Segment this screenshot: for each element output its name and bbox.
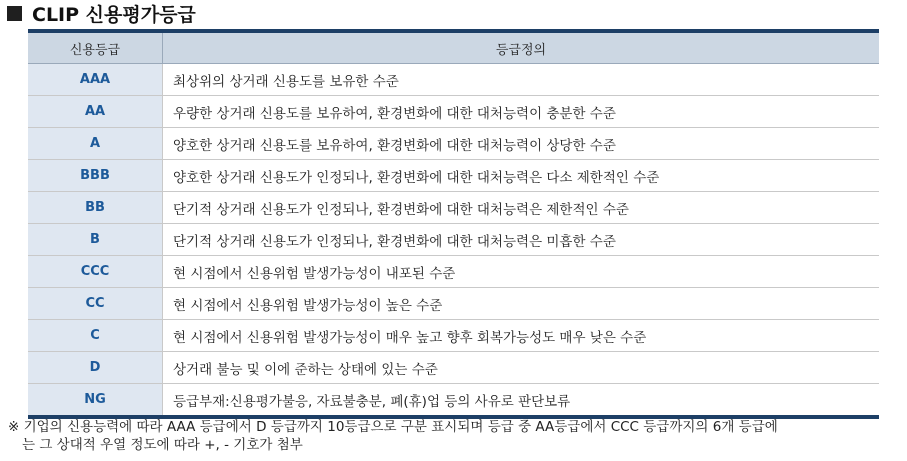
definition-cell: 우량한 상거래 신용도를 보유하여, 환경변화에 대한 대처능력이 충분한 수준 xyxy=(163,96,880,128)
grade-cell: B xyxy=(28,224,163,256)
table-row xyxy=(28,384,879,416)
definition-cell: 최상위의 상거래 신용도를 보유한 수준 xyxy=(163,64,880,96)
title-text: CLIP 신용평가등급 xyxy=(32,3,196,26)
grade-cell: CCC xyxy=(28,256,163,288)
grade-cell: C xyxy=(28,320,163,352)
table-row xyxy=(28,352,879,384)
definition-cell: 상거래 불능 및 이에 준하는 상태에 있는 수준 xyxy=(163,352,880,384)
grade-cell: A xyxy=(28,128,163,160)
grade-cell: D xyxy=(28,352,163,384)
title-square-icon xyxy=(7,6,22,21)
definition-cell: 단기적 상거래 신용도가 인정되나, 환경변화에 대한 대처능력은 미흡한 수준 xyxy=(163,224,880,256)
grade-cell: AAA xyxy=(28,64,163,96)
definition-cell: 현 시점에서 신용위험 발생가능성이 높은 수준 xyxy=(163,288,880,320)
grade-cell: BBB xyxy=(28,160,163,192)
table-row xyxy=(28,320,879,352)
table-row xyxy=(28,128,879,160)
footnote xyxy=(8,418,888,454)
table-row xyxy=(28,64,879,96)
header-definition: 등급정의 xyxy=(163,33,880,64)
header-grade: 신용등급 xyxy=(28,33,163,64)
table-row xyxy=(28,192,879,224)
grade-cell: NG xyxy=(28,384,163,416)
table-header-row xyxy=(28,33,879,64)
grade-cell: CC xyxy=(28,288,163,320)
table-row xyxy=(28,288,879,320)
definition-cell: 양호한 상거래 신용도를 보유하여, 환경변화에 대한 대처능력이 상당한 수준 xyxy=(163,128,880,160)
footnote-line-2: 는 그 상대적 우열 정도에 따라 +, - 기호가 첨부 xyxy=(22,437,303,453)
table-row xyxy=(28,160,879,192)
page-title xyxy=(7,1,196,25)
definition-cell: 단기적 상거래 신용도가 인정되나, 환경변화에 대한 대처능력은 제한적인 수준 xyxy=(163,192,880,224)
table-row xyxy=(28,256,879,288)
definition-cell: 현 시점에서 신용위험 발생가능성이 내포된 수준 xyxy=(163,256,880,288)
definition-cell: 양호한 상거래 신용도가 인정되나, 환경변화에 대한 대처능력은 다소 제한적인 수준 xyxy=(163,160,880,192)
footnote-line-1: ※ 기업의 신용능력에 따라 AAA 등급에서 D 등급까지 10등급으로 구분 표시되며 등급 중 AA등급에서 CCC 등급까지의 6개 등급에 xyxy=(8,419,778,435)
grade-cell: AA xyxy=(28,96,163,128)
table-row xyxy=(28,224,879,256)
table-row xyxy=(28,96,879,128)
grade-cell: BB xyxy=(28,192,163,224)
definition-cell: 등급부재:신용평가불응, 자료불충분, 폐(휴)업 등의 사유로 판단보류 xyxy=(173,393,571,410)
credit-grade-table xyxy=(28,29,879,419)
definition-cell: 현 시점에서 신용위험 발생가능성이 매우 높고 향후 회복가능성도 매우 낮은 수준 xyxy=(163,320,880,352)
